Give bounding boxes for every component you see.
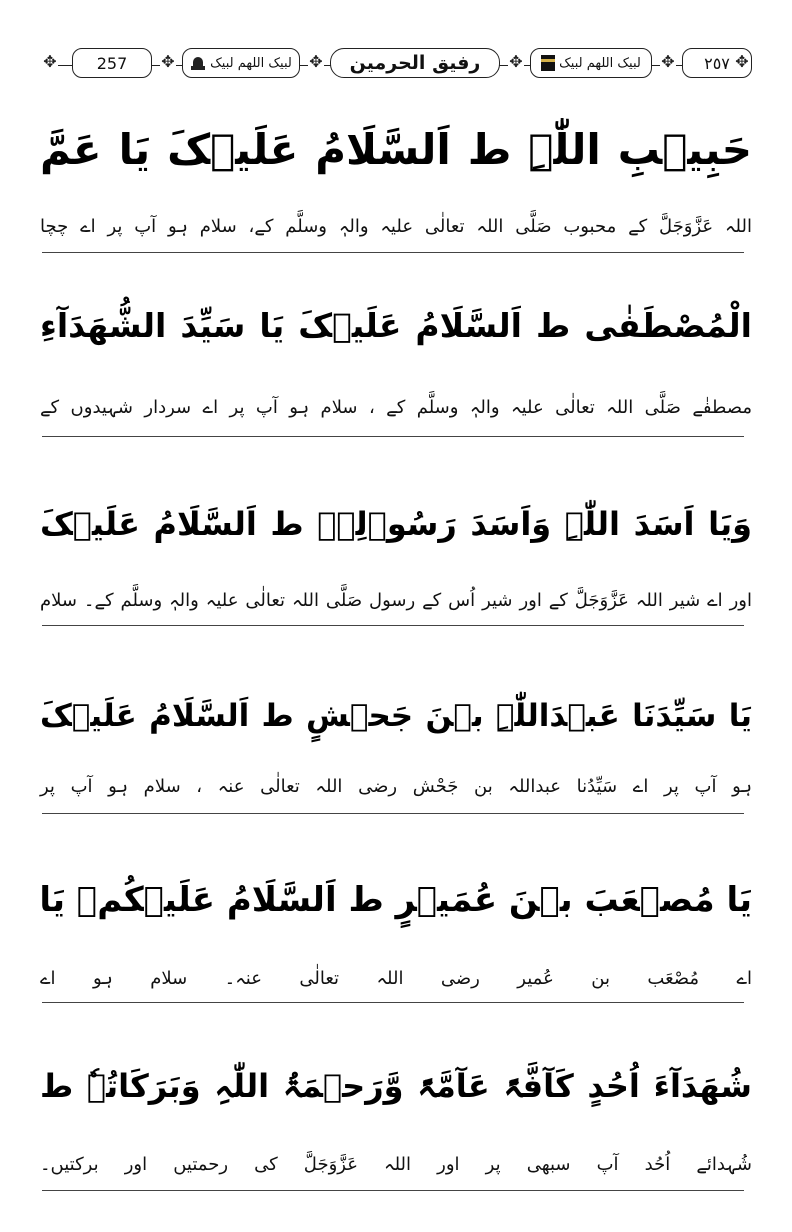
flourish-ornament-icon: ✥ <box>161 52 175 71</box>
page-number-arabic: ٢٥٧ <box>682 48 752 78</box>
flourish-ornament-icon: ✥ <box>509 52 523 71</box>
flourish-ornament-icon: ✥ <box>661 52 675 71</box>
divider <box>42 625 744 626</box>
arabic-verse-5: یَا مُصۡعَبَ بۡنَ عُمَیۡرٍ ط اَلسَّلَامُ عَلَیۡکُمۡ یَا <box>39 880 752 920</box>
divider <box>42 813 744 814</box>
kaaba-icon <box>541 55 555 71</box>
urdu-translation-3: اور اے شیر اللہ عَزَّوَجَلَّ کے اور شیر اُس کے رسول صَلَّی اللہ تعالٰی علیہ والہٖ وسلَّم کے۔ سلام <box>40 590 752 611</box>
divider <box>42 252 744 253</box>
flourish-ornament-icon: ✥ <box>309 52 323 71</box>
divider <box>42 1190 744 1191</box>
header-label-right-text: لبیک اللھم لبیک <box>559 55 641 71</box>
urdu-translation-1: اللہ عَزَّوَجَلَّ کے محبوب صَلَّی اللہ تعالٰی علیہ والہٖ وسلَّم کے، سلام ہو آپ پر اے چچا <box>40 216 752 237</box>
arabic-verse-3: وَیَا اَسَدَ اللّٰہِ وَاَسَدَ رَسُوۡلِہٖ ط اَلسَّلَامُ عَلَیۡکَ <box>40 505 752 543</box>
arabic-verse-1: حَبِیۡبِ اللّٰہِ ط اَلسَّلَامُ عَلَیۡکَ یَا عَمَّ <box>40 125 752 174</box>
urdu-translation-5: اے مُصْعَب بن عُمیر رضی اللہ تعالٰی عنہ۔ سلام ہو اے <box>40 968 752 989</box>
urdu-translation-2: مصطفٰے صَلَّی اللہ تعالٰی علیہ والہٖ وسلَّم کے ، سلام ہو آپ پر اے سردار شہیدوں کے <box>40 397 752 418</box>
flourish-ornament-icon: ✥ <box>43 52 57 71</box>
divider <box>42 436 744 437</box>
header-label-left-text: لبیک اللھم لبیک <box>210 55 292 71</box>
header-label-right <box>530 48 652 78</box>
arabic-verse-2: الْمُصْطَفٰی ط اَلسَّلَامُ عَلَیۡکَ یَا سَیِّدَ الشُّھَدَآءِ <box>40 306 752 345</box>
book-title: رفیق الحرمین <box>330 48 500 78</box>
flourish-ornament-icon: ✥ <box>735 52 749 71</box>
divider <box>42 1002 744 1003</box>
arabic-verse-4: یَا سَیِّدَنَا عَبۡدَاللّٰہِ بۡنَ جَحۡشٍ ط اَلسَّلَامُ عَلَیۡکَ <box>40 698 752 734</box>
urdu-translation-6: شُہدائے اُحُد آپ سبھی پر اور اللہ عَزَّوَجَلَّ کی رحمتیں اور برکتیں۔ <box>40 1154 752 1175</box>
page-number-latin: 257 <box>72 48 152 78</box>
page-header <box>42 44 750 88</box>
arabic-verse-6: شُھَدَآءَ اُحُدٍ کَآفَّۃً عَآمَّۃً وَّرَحۡمَۃُ اللّٰہِ وَبَرَکَاتُہٗ ط <box>40 1067 752 1105</box>
urdu-translation-4: ہو آپ پر اے سَیِّدُنا عبداللہ بن جَحْش رضی اللہ تعالٰی عنہ ، سلام ہو آپ پر <box>40 776 752 797</box>
mosque-dome-icon <box>190 55 206 71</box>
header-label-left <box>182 48 300 78</box>
